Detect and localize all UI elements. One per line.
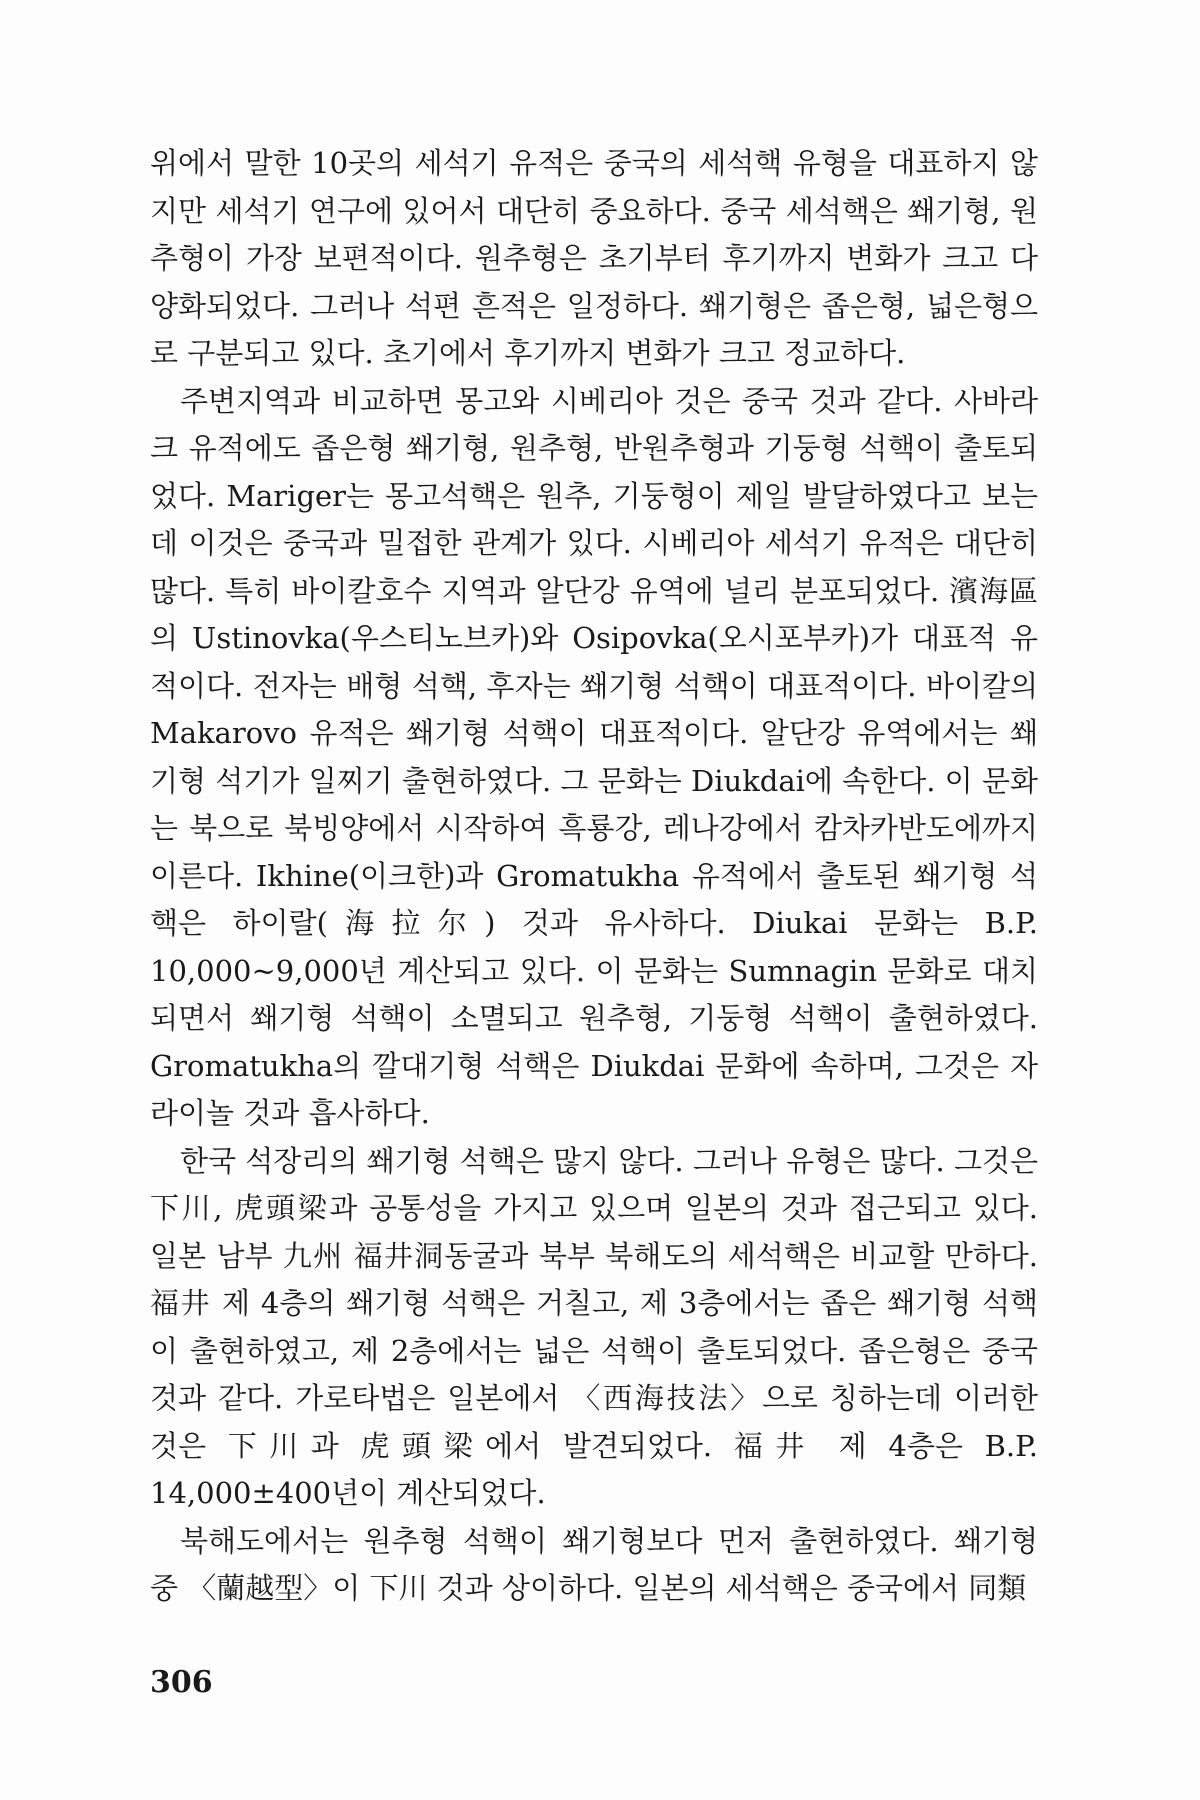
paragraph-3: 한국 석장리의 쐐기형 석핵은 많지 않다. 그러나 유형은 많다. 그것은 下川, 虎頭梁과 공통성을 가지고 있으며 일본의 것과 접근되고 있다. 일본 남부 九州 福井洞동굴과 북부 북해도의 세석핵은 비교할 만하다. 福井 제 4층의 쐐기형 석핵은 거칠고, 제 3층에서는 좁은 쐐기형 석핵이 출현하였고, 제 2층에서는 넓은 석핵이 출토되었다. 좁은형은 중국 것과 같다. 가로타법은 일본에서 〈西海技法〉으로 칭하는데 이러한 것은 下川과 虎頭梁에서 발견되었다. 福井 제 4층은 B.P. 14,000±400년이 계산되었다. (150, 1143, 1038, 1510)
page-number: 306 (150, 1665, 213, 1700)
body-text (150, 140, 1038, 1613)
paragraph-4: 북해도에서는 원추형 석핵이 쐐기형보다 먼저 출현하였다. 쐐기형 중 〈蘭越型〉이 下川 것과 상이하다. 일본의 세석핵은 중국에서 同類 (150, 1523, 1038, 1605)
paragraph-2: 주변지역과 비교하면 몽고와 시베리아 것은 중국 것과 같다. 사바라크 유적에도 좁은형 쐐기형, 원추형, 반원추형과 기둥형 석핵이 출토되었다. Mariger는 몽고석핵은 원추, 기둥형이 제일 발달하였다고 보는데 이것은 중국과 밀접한 관계가 있다. 시베리아 세석기 유적은 대단히 많다. 특히 바이칼호수 지역과 알단강 유역에 널리 분포되었다. 濱海區의 Ustinovka(우스티노브카)와 Osipovka(오시포부카)가 대표적 유적이다. 전자는 배형 석핵, 후자는 쐐기형 석핵이 대표적이다. 바이칼의 Makarovo 유적은 쐐기형 석핵이 대표적이다. 알단강 유역에서는 쐐기형 석기가 일찌기 출현하였다. 그 문화는 Diukdai에 속한다. 이 문화는 북으로 북빙양에서 시작하여 흑룡강, 레나강에서 캄차카반도에까지 이른다. Ikhine(이크한)과 Gromatukha 유적에서 출토된 쐐기형 석핵은 하이랄(海拉尔) 것과 유사하다. Diukai 문화는 B.P. 10,000~9,000년 계산되고 있다. 이 문화는 Sumnagin 문화로 대치되면서 쐐기형 석핵이 소멸되고 원추형, 기둥형 석핵이 출현하였다. Gromatukha의 깔대기형 석핵은 Diukdai 문화에 속하며, 그것은 자라이놀 것과 흡사하다. (150, 383, 1038, 1130)
paragraph-1: 위에서 말한 10곳의 세석기 유적은 중국의 세석핵 유형을 대표하지 않지만 세석기 연구에 있어서 대단히 중요하다. 중국 세석핵은 쐐기형, 원추형이 가장 보편적이다. 원추형은 초기부터 후기까지 변화가 크고 다양화되었다. 그러나 석편 흔적은 일정하다. 쐐기형은 좁은형, 넓은형으로 구분되고 있다. 초기에서 후기까지 변화가 크고 정교하다. (150, 146, 1038, 370)
